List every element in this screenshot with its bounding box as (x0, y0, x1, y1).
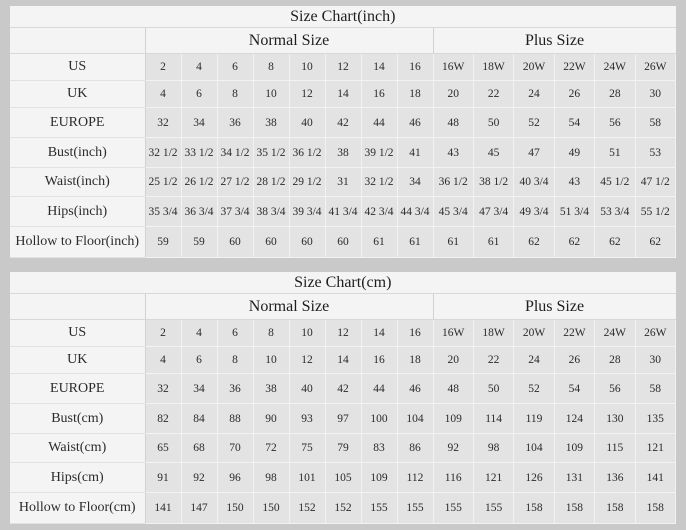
size-value-cell: 28 (595, 347, 635, 374)
size-value-cell: 75 (289, 434, 325, 463)
size-value-cell: 158 (635, 493, 675, 524)
size-value-cell: 8 (217, 347, 253, 374)
size-value-cell: 26W (635, 54, 675, 81)
group-header-normal-size: Normal Size (145, 294, 433, 320)
group-header-plus-size: Plus Size (433, 294, 676, 320)
size-value-cell: 8 (253, 54, 289, 81)
size-value-cell: 34 (181, 108, 217, 138)
size-value-cell: 61 (473, 227, 513, 258)
size-value-cell: 84 (181, 404, 217, 434)
table-row (10, 347, 676, 374)
size-value-cell: 79 (325, 434, 361, 463)
size-value-cell: 37 3/4 (217, 197, 253, 227)
size-value-cell: 158 (554, 493, 594, 524)
size-value-cell: 45 1/2 (595, 168, 635, 197)
size-value-cell: 24 (514, 347, 554, 374)
size-value-cell: 44 (361, 108, 397, 138)
size-value-cell: 40 (289, 374, 325, 404)
size-value-cell: 150 (217, 493, 253, 524)
size-value-cell: 18W (473, 320, 513, 347)
row-label: Hollow to Floor(inch) (10, 227, 145, 258)
size-value-cell: 26 (554, 347, 594, 374)
size-value-cell: 39 1/2 (361, 138, 397, 168)
size-value-cell: 62 (635, 227, 675, 258)
size-value-cell: 10 (289, 54, 325, 81)
size-value-cell: 58 (635, 108, 675, 138)
size-value-cell: 52 (514, 374, 554, 404)
size-value-cell: 29 1/2 (289, 168, 325, 197)
size-value-cell: 98 (253, 463, 289, 493)
size-value-cell: 101 (289, 463, 325, 493)
size-value-cell: 42 3/4 (361, 197, 397, 227)
size-value-cell: 4 (145, 81, 181, 108)
table-row (10, 197, 676, 227)
table-row (10, 404, 676, 434)
size-value-cell: 51 3/4 (554, 197, 594, 227)
row-label: UK (10, 347, 145, 374)
size-value-cell: 22W (554, 320, 594, 347)
table-row (10, 54, 676, 81)
size-value-cell: 20W (514, 54, 554, 81)
size-value-cell: 6 (217, 54, 253, 81)
size-value-cell: 52 (514, 108, 554, 138)
size-value-cell: 38 3/4 (253, 197, 289, 227)
table-row (10, 374, 676, 404)
size-value-cell: 33 1/2 (181, 138, 217, 168)
size-value-cell: 44 (361, 374, 397, 404)
size-value-cell: 48 (433, 374, 473, 404)
size-value-cell: 16W (433, 54, 473, 81)
size-value-cell: 2 (145, 320, 181, 347)
size-value-cell: 150 (253, 493, 289, 524)
table-row (10, 108, 676, 138)
size-value-cell: 135 (635, 404, 675, 434)
size-value-cell: 155 (473, 493, 513, 524)
size-value-cell: 141 (145, 493, 181, 524)
size-value-cell: 30 (635, 81, 675, 108)
row-label: UK (10, 81, 145, 108)
size-value-cell: 35 3/4 (145, 197, 181, 227)
size-value-cell: 60 (289, 227, 325, 258)
size-value-cell: 93 (289, 404, 325, 434)
size-value-cell: 30 (635, 347, 675, 374)
size-value-cell: 96 (217, 463, 253, 493)
size-value-cell: 44 3/4 (397, 197, 433, 227)
size-value-cell: 40 (289, 108, 325, 138)
row-label: Waist(inch) (10, 168, 145, 197)
size-value-cell: 98 (473, 434, 513, 463)
table-title: Size Chart(inch) (10, 6, 676, 28)
size-value-cell: 32 (145, 374, 181, 404)
table-title-row (10, 272, 676, 294)
size-value-cell: 4 (181, 320, 217, 347)
size-value-cell: 109 (554, 434, 594, 463)
size-value-cell: 16 (397, 54, 433, 81)
size-value-cell: 59 (181, 227, 217, 258)
group-header-plus-size: Plus Size (433, 28, 676, 54)
size-value-cell: 155 (433, 493, 473, 524)
size-value-cell: 91 (145, 463, 181, 493)
table-title-row (10, 6, 676, 28)
row-label: EUROPE (10, 374, 145, 404)
size-value-cell: 112 (397, 463, 433, 493)
size-value-cell: 61 (433, 227, 473, 258)
size-value-cell: 53 (635, 138, 675, 168)
size-value-cell: 119 (514, 404, 554, 434)
size-value-cell: 24W (595, 54, 635, 81)
size-value-cell: 35 1/2 (253, 138, 289, 168)
size-value-cell: 32 1/2 (361, 168, 397, 197)
size-value-cell: 36 1/2 (289, 138, 325, 168)
size-value-cell: 18 (397, 347, 433, 374)
size-value-cell: 24 (514, 81, 554, 108)
size-value-cell: 105 (325, 463, 361, 493)
group-header-spacer (10, 28, 145, 54)
size-value-cell: 36 1/2 (433, 168, 473, 197)
size-value-cell: 12 (289, 347, 325, 374)
row-label: Waist(cm) (10, 434, 145, 463)
size-value-cell: 2 (145, 54, 181, 81)
size-chart-inch-table (10, 6, 676, 258)
size-value-cell: 34 (397, 168, 433, 197)
size-value-cell: 18 (397, 81, 433, 108)
size-value-cell: 41 (397, 138, 433, 168)
size-value-cell: 158 (595, 493, 635, 524)
size-value-cell: 22 (473, 81, 513, 108)
size-value-cell: 104 (397, 404, 433, 434)
size-value-cell: 47 3/4 (473, 197, 513, 227)
size-value-cell: 39 3/4 (289, 197, 325, 227)
size-value-cell: 4 (181, 54, 217, 81)
size-value-cell: 34 (181, 374, 217, 404)
size-value-cell: 126 (514, 463, 554, 493)
size-value-cell: 56 (595, 108, 635, 138)
size-value-cell: 48 (433, 108, 473, 138)
size-value-cell: 6 (217, 320, 253, 347)
row-label: Hips(inch) (10, 197, 145, 227)
size-value-cell: 32 1/2 (145, 138, 181, 168)
size-chart-cm-panel (10, 272, 676, 522)
size-value-cell: 43 (433, 138, 473, 168)
size-group-header-row (10, 294, 676, 320)
size-value-cell: 61 (361, 227, 397, 258)
size-value-cell: 53 3/4 (595, 197, 635, 227)
size-value-cell: 50 (473, 374, 513, 404)
size-value-cell: 42 (325, 374, 361, 404)
size-value-cell: 18W (473, 54, 513, 81)
size-value-cell: 6 (181, 347, 217, 374)
size-value-cell: 47 (514, 138, 554, 168)
size-value-cell: 55 1/2 (635, 197, 675, 227)
size-value-cell: 36 3/4 (181, 197, 217, 227)
size-value-cell: 155 (397, 493, 433, 524)
size-value-cell: 65 (145, 434, 181, 463)
size-value-cell: 42 (325, 108, 361, 138)
size-value-cell: 14 (325, 81, 361, 108)
size-table-body (10, 320, 676, 524)
size-value-cell: 14 (361, 54, 397, 81)
table-row (10, 138, 676, 168)
size-value-cell: 124 (554, 404, 594, 434)
size-value-cell: 131 (554, 463, 594, 493)
row-label: EUROPE (10, 108, 145, 138)
size-value-cell: 115 (595, 434, 635, 463)
size-value-cell: 14 (361, 320, 397, 347)
size-value-cell: 38 (253, 108, 289, 138)
size-value-cell: 45 (473, 138, 513, 168)
size-value-cell: 46 (397, 374, 433, 404)
table-row (10, 320, 676, 347)
size-value-cell: 12 (325, 54, 361, 81)
size-value-cell: 136 (595, 463, 635, 493)
size-value-cell: 26 (554, 81, 594, 108)
size-value-cell: 104 (514, 434, 554, 463)
size-value-cell: 49 3/4 (514, 197, 554, 227)
table-row (10, 168, 676, 197)
size-value-cell: 82 (145, 404, 181, 434)
size-value-cell: 109 (361, 463, 397, 493)
size-value-cell: 41 3/4 (325, 197, 361, 227)
size-value-cell: 22 (473, 347, 513, 374)
size-value-cell: 40 3/4 (514, 168, 554, 197)
size-chart-inch-panel (10, 6, 676, 256)
size-value-cell: 109 (433, 404, 473, 434)
size-value-cell: 16 (361, 81, 397, 108)
size-value-cell: 46 (397, 108, 433, 138)
size-value-cell: 26W (635, 320, 675, 347)
size-group-header-row (10, 28, 676, 54)
size-value-cell: 6 (181, 81, 217, 108)
table-row (10, 463, 676, 493)
size-value-cell: 50 (473, 108, 513, 138)
size-value-cell: 58 (635, 374, 675, 404)
size-value-cell: 36 (217, 374, 253, 404)
size-value-cell: 8 (217, 81, 253, 108)
size-value-cell: 26 1/2 (181, 168, 217, 197)
size-value-cell: 25 1/2 (145, 168, 181, 197)
size-value-cell: 152 (325, 493, 361, 524)
table-title: Size Chart(cm) (10, 272, 676, 294)
size-value-cell: 54 (554, 374, 594, 404)
size-value-cell: 60 (325, 227, 361, 258)
size-value-cell: 38 (253, 374, 289, 404)
size-value-cell: 45 3/4 (433, 197, 473, 227)
size-value-cell: 86 (397, 434, 433, 463)
size-value-cell: 10 (289, 320, 325, 347)
size-chart-cm-table (10, 272, 676, 524)
size-value-cell: 59 (145, 227, 181, 258)
size-value-cell: 158 (514, 493, 554, 524)
size-value-cell: 34 1/2 (217, 138, 253, 168)
row-label: Bust(cm) (10, 404, 145, 434)
size-value-cell: 20W (514, 320, 554, 347)
size-value-cell: 38 1/2 (473, 168, 513, 197)
size-value-cell: 62 (595, 227, 635, 258)
row-label: Bust(inch) (10, 138, 145, 168)
size-value-cell: 121 (635, 434, 675, 463)
size-value-cell: 72 (253, 434, 289, 463)
size-value-cell: 60 (253, 227, 289, 258)
size-value-cell: 27 1/2 (217, 168, 253, 197)
size-value-cell: 155 (361, 493, 397, 524)
size-value-cell: 92 (433, 434, 473, 463)
size-value-cell: 114 (473, 404, 513, 434)
size-value-cell: 20 (433, 347, 473, 374)
size-value-cell: 16W (433, 320, 473, 347)
size-value-cell: 61 (397, 227, 433, 258)
size-value-cell: 36 (217, 108, 253, 138)
size-value-cell: 14 (325, 347, 361, 374)
size-value-cell: 147 (181, 493, 217, 524)
size-value-cell: 49 (554, 138, 594, 168)
size-value-cell: 16 (361, 347, 397, 374)
size-table-body (10, 54, 676, 258)
size-value-cell: 28 (595, 81, 635, 108)
size-value-cell: 43 (554, 168, 594, 197)
size-value-cell: 22W (554, 54, 594, 81)
size-value-cell: 121 (473, 463, 513, 493)
table-row (10, 434, 676, 463)
size-value-cell: 116 (433, 463, 473, 493)
size-value-cell: 56 (595, 374, 635, 404)
size-value-cell: 60 (217, 227, 253, 258)
size-value-cell: 51 (595, 138, 635, 168)
size-value-cell: 24W (595, 320, 635, 347)
size-value-cell: 62 (514, 227, 554, 258)
size-value-cell: 92 (181, 463, 217, 493)
row-label: Hollow to Floor(cm) (10, 493, 145, 524)
table-row (10, 493, 676, 524)
size-value-cell: 88 (217, 404, 253, 434)
size-value-cell: 90 (253, 404, 289, 434)
size-value-cell: 47 1/2 (635, 168, 675, 197)
size-value-cell: 83 (361, 434, 397, 463)
row-label: US (10, 54, 145, 81)
size-value-cell: 70 (217, 434, 253, 463)
size-value-cell: 28 1/2 (253, 168, 289, 197)
size-value-cell: 141 (635, 463, 675, 493)
size-value-cell: 32 (145, 108, 181, 138)
group-header-spacer (10, 294, 145, 320)
size-value-cell: 20 (433, 81, 473, 108)
row-label: Hips(cm) (10, 463, 145, 493)
group-header-normal-size: Normal Size (145, 28, 433, 54)
size-value-cell: 16 (397, 320, 433, 347)
size-value-cell: 12 (325, 320, 361, 347)
size-value-cell: 97 (325, 404, 361, 434)
size-value-cell: 10 (253, 347, 289, 374)
size-value-cell: 8 (253, 320, 289, 347)
size-value-cell: 62 (554, 227, 594, 258)
table-row (10, 227, 676, 258)
row-label: US (10, 320, 145, 347)
size-value-cell: 4 (145, 347, 181, 374)
size-value-cell: 54 (554, 108, 594, 138)
size-value-cell: 100 (361, 404, 397, 434)
size-value-cell: 152 (289, 493, 325, 524)
size-value-cell: 38 (325, 138, 361, 168)
size-value-cell: 31 (325, 168, 361, 197)
size-value-cell: 12 (289, 81, 325, 108)
table-row (10, 81, 676, 108)
size-value-cell: 10 (253, 81, 289, 108)
size-value-cell: 68 (181, 434, 217, 463)
size-value-cell: 130 (595, 404, 635, 434)
